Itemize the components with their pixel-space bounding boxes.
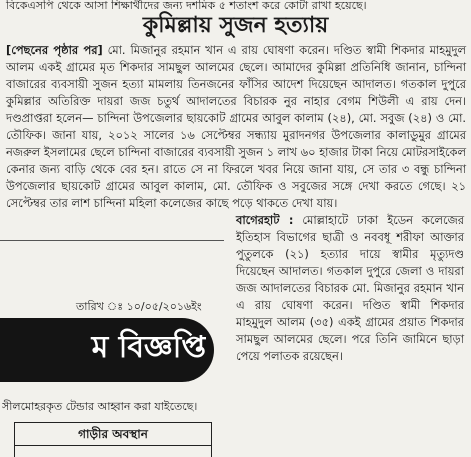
bagerhat-column (236, 212, 464, 365)
article-body (6, 42, 466, 212)
notice-table (14, 422, 212, 457)
notice-date: তারিখ ঃ ১০/০৫/২০১৬ইং (76, 300, 202, 313)
notice-table-header: গাড়ীর অবস্থান (15, 423, 211, 446)
bagerhat-dateline: বাগেরহাট : (236, 213, 294, 227)
bagerhat-paragraph (236, 212, 464, 365)
article-lead-text: মো. মিজানুর রহমান খান এ রায় ঘোষণা করেন। দণ্ডিত স্বামী শিকদার মাহমুদুল আলম একই গ্রামের মৃত শিকদার সামছুল আলমের ছেলে। আমাদের কুমিল্লা প্রতিনিধি জানান, চান্দিনা বাজারের ব্যবসায়ী সুজন হত্যা মামলায় তিনজনের ফাঁসির আদেশ দিয়েছেন আদালত। গতকাল দুপুরে কুমিল্লার অতিরিক্ত দায়রা জজ চতুর্থ আদালতের বিচারক নুর নাহার বেগম শিউলী এ রায় দেন। দণ্ডপ্রাপ্তরা হলেন— চান্দিনা উপজেলার ছায়কোট গ্রামের আবুল কালাম (২৪), মো. সবুজ (২৪) ও মো. তৌফিক। জানা যায়, ২০১২ সালের ১৬ সেপ্টেম্বর সন্ধ্যায় মুরাদনগর উপজেলার কালাডুমুর গ্রামের নজরুল ইসলামের ছেলে চান্দিনা বাজারের ব্যবসায়ী সুজন ১ লাখ ৬০ হাজার টাকা নিয়ে মোটরসাইকেল কেনার জন্য বাড়ি থেকে বের হন। রাতে সে না ফিরলে খবর নিয়ে জানা যায়, সে তার ৩ বন্ধু চান্দিনা উপজেলার ছায়কোট গ্রামের আবুল কালাম, মো. তৌফিক ও সবুজের সঙ্গে দেখা করতে গেছে। ২১ সেপ্টেম্বর তার লাশ চান্দিনা মহিলা কলেজের কাছে পড়ে থাকতে দেখা যায়। (6, 43, 466, 210)
bagerhat-text: মোল্লাহাটে ঢাকা ইডেন কলেজের ইতিহাস বিভাগের ছাত্রী ও নববধূ শরীফা আক্তার পুতুলকে (২১) হত্যার দায়ে স্বামীর মৃত্যুদণ্ড দিয়েছেন আদালত। গতকাল দুপুরে জেলা ও দায়রা জজ আদালতের বিচারক মো. মিজানুর রহমান খান এ রায় ঘোষণা করেন। দণ্ডিত স্বামী শিকদার মাহমুদুল আলম (৩৫) একই গ্রামের প্রয়াত শিকদার সামছুল আলমের ছেলে। পরে তিনি জামিনে ছাড়া পেয়ে পলাতক রয়েছেন। (236, 213, 464, 363)
article-headline: কুমিল্লায় সুজন হত্যায় (142, 12, 329, 38)
continued-from-tag: [পেছনের পৃষ্ঠার পর] (6, 43, 103, 57)
notice-text: সীলমোহরকৃত টেন্ডার আহ্বান করা যাইতেছে। (2, 400, 198, 413)
previous-article-snippet: বিকেএসপি থেকে আসা শিক্ষার্থীদের জন্য দশমিক ৫ শতাংশ করে কোটা রাখা হয়েছে। (6, 0, 367, 12)
article-paragraph (6, 42, 466, 212)
notice-title: ম বিজ্ঞপ্তি (91, 330, 206, 365)
